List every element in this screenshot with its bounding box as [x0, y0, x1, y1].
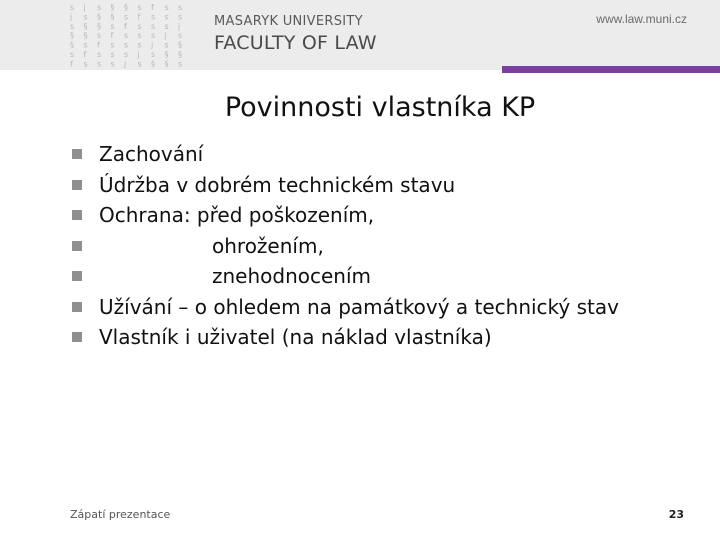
- svg-text:§: §: [178, 40, 182, 50]
- svg-text:s: s: [137, 31, 142, 41]
- bullet-text: Údržba v dobrém technickém stavu: [99, 172, 456, 197]
- svg-text:§: §: [70, 31, 74, 41]
- footer-text: Zápatí prezentace: [70, 508, 171, 521]
- bullet-text: Užívání – o ohledem na památkový a technický stav: [99, 294, 619, 319]
- svg-text:s: s: [97, 3, 102, 12]
- svg-text:j: j: [83, 3, 86, 12]
- square-bullet-icon: [72, 332, 82, 342]
- svg-text:s: s: [137, 3, 142, 12]
- svg-text:§: §: [97, 21, 101, 31]
- svg-text:f: f: [110, 31, 114, 41]
- faculty-name: FACULTY OF LAW: [214, 32, 377, 54]
- accent-bar: [502, 66, 720, 73]
- svg-text:s: s: [70, 3, 75, 12]
- square-bullet-icon: [72, 302, 82, 312]
- svg-text:§: §: [70, 40, 74, 50]
- svg-text:f: f: [137, 12, 141, 22]
- slide-title: Povinnosti vlastníka KP: [224, 92, 536, 123]
- svg-text:s: s: [110, 40, 115, 50]
- svg-text:§: §: [110, 3, 115, 12]
- university-name: MASARYK UNIVERSITY: [214, 14, 363, 29]
- svg-text:j: j: [124, 59, 127, 69]
- svg-text:s: s: [110, 59, 115, 69]
- svg-text:f: f: [151, 3, 154, 12]
- svg-text:s: s: [178, 59, 183, 69]
- svg-text:s: s: [97, 50, 102, 59]
- svg-text:s: s: [110, 21, 115, 31]
- svg-text:s: s: [178, 12, 183, 22]
- svg-text:§: §: [97, 12, 101, 22]
- svg-text:j: j: [178, 21, 181, 31]
- svg-text:s: s: [110, 50, 115, 59]
- website-url: www.law.muni.cz: [596, 12, 687, 26]
- svg-text:§: §: [164, 50, 169, 59]
- square-bullet-icon: [72, 271, 82, 281]
- svg-text:s: s: [124, 40, 129, 50]
- svg-text:s: s: [164, 3, 169, 12]
- svg-text:j: j: [137, 50, 140, 59]
- svg-text:s: s: [97, 59, 102, 69]
- svg-text:s: s: [151, 21, 156, 31]
- law-symbol-pattern: [60, 0, 190, 70]
- svg-text:f: f: [97, 40, 100, 50]
- svg-text:s: s: [70, 21, 75, 31]
- bullet-text: Ochrana: před poškozením,: [99, 203, 375, 227]
- svg-text:s: s: [70, 50, 75, 59]
- svg-text:s: s: [178, 31, 183, 41]
- svg-text:s: s: [97, 31, 102, 41]
- svg-text:s: s: [164, 12, 169, 22]
- square-bullet-icon: [72, 241, 82, 251]
- svg-text:s: s: [137, 21, 142, 31]
- svg-text:§: §: [110, 12, 115, 22]
- svg-text:f: f: [83, 50, 87, 59]
- svg-text:§: §: [151, 59, 155, 69]
- svg-text:f: f: [124, 21, 127, 31]
- svg-text:s: s: [137, 40, 142, 50]
- square-bullet-icon: [72, 210, 82, 220]
- square-bullet-icon: [72, 149, 82, 159]
- svg-text:s: s: [124, 50, 129, 59]
- bullet-text: ohrožením,: [212, 233, 324, 258]
- svg-text:s: s: [151, 12, 156, 22]
- svg-text:s: s: [83, 59, 88, 69]
- svg-text:s: s: [151, 31, 156, 41]
- svg-text:s: s: [178, 3, 183, 12]
- svg-text:j: j: [164, 31, 167, 41]
- svg-text:j: j: [151, 40, 154, 50]
- svg-text:s: s: [137, 59, 142, 69]
- svg-text:§: §: [83, 21, 88, 31]
- svg-text:s: s: [164, 21, 169, 31]
- bullet-text: znehodnocením: [212, 264, 372, 288]
- svg-text:s: s: [124, 12, 129, 22]
- svg-text:s: s: [164, 40, 169, 50]
- svg-text:j: j: [70, 12, 73, 22]
- header-band: [0, 0, 720, 70]
- svg-text:§: §: [178, 50, 182, 59]
- svg-text:s: s: [124, 31, 129, 41]
- page-number: 23: [668, 508, 684, 521]
- svg-text:s: s: [83, 40, 88, 50]
- svg-text:§: §: [83, 31, 88, 41]
- svg-text:s: s: [83, 12, 88, 22]
- bullet-text: Vlastník i uživatel (na náklad vlastníka): [99, 325, 492, 349]
- svg-text:§: §: [164, 59, 169, 69]
- bullet-text: Zachování: [99, 142, 204, 166]
- square-bullet-icon: [72, 180, 82, 190]
- svg-text:f: f: [70, 59, 73, 69]
- svg-text:§: §: [124, 3, 128, 12]
- svg-text:s: s: [151, 50, 156, 59]
